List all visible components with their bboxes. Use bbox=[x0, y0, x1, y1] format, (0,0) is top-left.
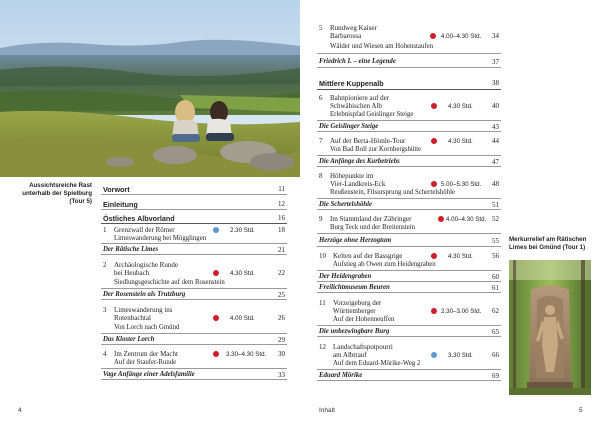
caption-line: Merkurrelief am Rätischen bbox=[509, 236, 587, 243]
tour-number: 9 bbox=[319, 215, 323, 223]
tour-title-line: Limeswanderung ins bbox=[114, 306, 173, 314]
tour-title-line: Vier-Landkreis-Eck bbox=[330, 180, 386, 188]
difficulty-dot-red bbox=[438, 216, 444, 222]
page-number: 69 bbox=[492, 372, 499, 380]
feature-label: Die unbezwingbare Burg bbox=[319, 328, 390, 335]
tour-entry-3[interactable] bbox=[101, 300, 287, 334]
caption-line: Aussichtsreiche Rast bbox=[29, 182, 92, 189]
tour-number: 8 bbox=[319, 172, 323, 180]
page-number: 12 bbox=[278, 200, 285, 208]
feature-entry[interactable] bbox=[317, 326, 501, 337]
feature-label: Die Schertelshöhle bbox=[319, 201, 373, 208]
tour-subtitle: Reußenstein, Filsursprung und Schertelshöhle bbox=[330, 189, 455, 196]
tour-entry-10[interactable] bbox=[317, 247, 501, 271]
tour-title-line: Rundweg Kaiser bbox=[330, 24, 377, 32]
page-number: 48 bbox=[492, 180, 499, 188]
tour-title: Grenzwall der Römer bbox=[114, 226, 175, 234]
tour-number: 12 bbox=[319, 343, 326, 351]
right-page-number: 5 bbox=[579, 407, 583, 414]
tour-title-line: Vorzeigeburg der bbox=[333, 299, 382, 307]
feature-label: Vage Anfänge einer Adelsfamilie bbox=[103, 371, 195, 378]
feature-entry[interactable] bbox=[317, 234, 501, 247]
tour-number: 6 bbox=[319, 94, 323, 102]
tour-title-line: Barbarossa bbox=[330, 32, 362, 40]
tour-subtitle: Von Lorch nach Gmünd bbox=[114, 324, 180, 331]
tour-subtitle: Siedlungsgeschichte auf dem Rosenstein bbox=[114, 279, 225, 286]
tour-subtitle: Limeswanderung bei Mögglingen bbox=[114, 235, 207, 242]
tour-title-line: Archäologische Runde bbox=[114, 261, 178, 269]
tour-duration: 4.30 Std. bbox=[448, 253, 473, 260]
feature-label: Der Rosenstein als Trutzburg bbox=[103, 291, 186, 298]
page-number: 26 bbox=[278, 314, 285, 322]
page-number: 55 bbox=[492, 237, 499, 245]
tour-title-line: Rotenbachtal bbox=[114, 314, 151, 322]
page-number: 62 bbox=[492, 307, 499, 315]
tour-title-line: Schwäbischen Alb bbox=[330, 102, 382, 110]
tour-duration: 4.00–4.30 Std. bbox=[441, 33, 482, 40]
feature-entry[interactable] bbox=[317, 370, 501, 381]
tour-number: 10 bbox=[319, 252, 326, 260]
difficulty-dot-red bbox=[431, 138, 437, 144]
relief-photo bbox=[509, 260, 591, 395]
toc-entry-label: Vorwort bbox=[103, 185, 130, 194]
feature-label: Die Anfänge des Kurbetriebs bbox=[319, 158, 400, 165]
page-number: 22 bbox=[278, 269, 285, 277]
landscape-photo bbox=[0, 0, 300, 177]
tour-title: Im Stammland der Zähringer bbox=[330, 215, 412, 223]
page-number: 43 bbox=[492, 123, 499, 131]
feature-entry[interactable] bbox=[317, 199, 501, 210]
feature-entry[interactable] bbox=[317, 271, 501, 282]
feature-entry[interactable] bbox=[101, 334, 287, 345]
page-number: 40 bbox=[492, 102, 499, 110]
tour-entry-7[interactable] bbox=[317, 132, 501, 156]
tour-title: Im Zentrum der Macht bbox=[114, 350, 178, 358]
tour-title-line: Landschaftspotpourri bbox=[333, 343, 393, 351]
tour-title-line: Bahnpioniere auf der bbox=[330, 94, 390, 102]
page-number: 16 bbox=[278, 214, 285, 222]
tour-duration: 4.30 Std. bbox=[230, 270, 255, 277]
page-number: 56 bbox=[492, 252, 499, 260]
feature-entry[interactable] bbox=[317, 56, 501, 68]
difficulty-dot-red bbox=[213, 270, 219, 276]
tour-entry-2[interactable] bbox=[101, 255, 287, 289]
left-photo-caption bbox=[14, 182, 92, 206]
tour-title-line: Württemberger bbox=[333, 307, 376, 315]
feature-label: Der Heidengraben bbox=[319, 273, 372, 280]
difficulty-dot-blue bbox=[213, 227, 219, 233]
tour-duration: 4.30 Std. bbox=[448, 138, 473, 145]
difficulty-dot-red bbox=[430, 33, 436, 39]
feature-entry[interactable] bbox=[101, 289, 287, 300]
difficulty-dot-red bbox=[431, 253, 437, 259]
caption-line: (Tour 5) bbox=[69, 198, 92, 205]
tour-subtitle: Auf dem Eduard-Mörike-Weg 2 bbox=[333, 360, 421, 367]
difficulty-dot-red bbox=[431, 308, 437, 314]
page-number: 51 bbox=[492, 201, 499, 209]
tour-number: 2 bbox=[103, 261, 107, 269]
feature-entry[interactable] bbox=[317, 282, 501, 293]
page-number: 34 bbox=[492, 32, 499, 40]
feature-label: Das Kloster Lorch bbox=[103, 336, 155, 343]
feature-label: Herzöge ohne Herzogtum bbox=[319, 237, 392, 244]
feature-label: Freilichtmuseum Beuren bbox=[319, 284, 390, 291]
feature-entry[interactable] bbox=[317, 156, 501, 167]
page-number: 11 bbox=[278, 185, 285, 193]
tour-number: 7 bbox=[319, 137, 323, 145]
tour-title-line: Höhepunkte im bbox=[330, 172, 374, 180]
tour-number: 5 bbox=[319, 24, 323, 32]
tour-number: 4 bbox=[103, 350, 107, 358]
page-number: 44 bbox=[492, 137, 499, 145]
tour-entry-4[interactable] bbox=[101, 345, 287, 369]
caption-line: unterhalb der Spielburg bbox=[22, 190, 92, 197]
page-number: 65 bbox=[492, 328, 499, 336]
tour-entry-9[interactable] bbox=[317, 210, 501, 234]
left-page-number: 4 bbox=[18, 407, 22, 414]
feature-label: Eduard Mörike bbox=[319, 372, 363, 379]
page-number: 29 bbox=[278, 336, 285, 344]
toc-entry-vorwort[interactable] bbox=[101, 182, 287, 195]
tour-duration: 4.30 Std. bbox=[448, 103, 473, 110]
tour-duration: 2.30 Std. bbox=[230, 227, 255, 234]
page-number: 33 bbox=[278, 371, 285, 379]
running-head: Inhalt bbox=[319, 407, 335, 414]
page-number: 21 bbox=[278, 246, 285, 254]
tour-duration: 4.00 Std. bbox=[230, 315, 255, 322]
tour-subtitle: Von Bad Boll zur Kornbergshütte bbox=[330, 146, 422, 153]
tour-number: 3 bbox=[103, 306, 107, 314]
tour-entry-11[interactable] bbox=[317, 293, 501, 326]
toc-section-oestliches-albvorland[interactable] bbox=[101, 210, 287, 224]
tour-entry-6[interactable] bbox=[317, 90, 501, 121]
toc-entry-label: Einleitung bbox=[103, 200, 138, 209]
difficulty-dot-red bbox=[213, 315, 219, 321]
tour-duration: 3.30 Std. bbox=[448, 352, 473, 359]
toc-left-column bbox=[101, 182, 287, 380]
difficulty-dot-blue bbox=[431, 352, 437, 358]
feature-entry[interactable] bbox=[101, 369, 287, 380]
section-heading: Östliches Albvorland bbox=[103, 214, 175, 223]
tour-title-line: am Albtrauf bbox=[333, 351, 367, 359]
page-number: 52 bbox=[492, 215, 499, 223]
toc-entry-einleitung[interactable] bbox=[101, 195, 287, 210]
tour-subtitle: Auf der Staufer-Runde bbox=[114, 359, 177, 366]
right-photo-caption bbox=[509, 236, 595, 252]
toc-section-mittlere-kuppenalb[interactable] bbox=[317, 68, 501, 90]
tour-subtitle: Burg Teck und der Breitenstein bbox=[330, 224, 415, 231]
tour-duration: 5.00–5.30 Std. bbox=[441, 181, 482, 188]
tour-number: 1 bbox=[103, 226, 107, 234]
difficulty-dot-red bbox=[431, 181, 437, 187]
tour-entry-12[interactable] bbox=[317, 337, 501, 370]
caption-line: Limes bei Gmünd (Tour 1) bbox=[509, 244, 586, 251]
feature-label: Der Rätische Limes bbox=[103, 246, 159, 253]
page-number: 25 bbox=[278, 291, 285, 299]
feature-label: Die Geislinger Steige bbox=[319, 123, 379, 130]
page-number: 61 bbox=[492, 284, 499, 292]
page-number: 47 bbox=[492, 158, 499, 166]
tour-entry-5[interactable] bbox=[317, 22, 501, 56]
page-number: 30 bbox=[278, 350, 285, 358]
difficulty-dot-red bbox=[431, 103, 437, 109]
tour-duration: 4.00–4.30 Std. bbox=[446, 216, 487, 223]
tour-title: Auf der Berta-Hömle-Tour bbox=[330, 137, 406, 145]
toc-right-column bbox=[317, 22, 501, 381]
page-number: 18 bbox=[278, 226, 285, 234]
tour-entry-8[interactable] bbox=[317, 167, 501, 199]
tour-subtitle: Erlebnispfad Geislinger Steige bbox=[330, 111, 414, 118]
page-number: 60 bbox=[492, 273, 499, 281]
difficulty-dot-red bbox=[213, 351, 219, 357]
tour-duration: 2.30–3.00 Std. bbox=[441, 308, 482, 315]
tour-number: 11 bbox=[319, 299, 326, 307]
page-number: 38 bbox=[492, 79, 499, 87]
feature-entry[interactable] bbox=[317, 121, 501, 132]
feature-entry[interactable] bbox=[101, 244, 287, 255]
tour-subtitle: Auf der Hohenneuffen bbox=[333, 316, 395, 323]
tour-duration: 3.30–4.30 Std. bbox=[226, 351, 267, 358]
section-heading: Mittlere Kuppenalb bbox=[319, 79, 384, 88]
page-number: 66 bbox=[492, 351, 499, 359]
tour-title-line: bei Heubach bbox=[114, 269, 150, 277]
page-number: 37 bbox=[492, 58, 499, 66]
tour-subtitle: Aufstieg ab Owen zum Heidengraben bbox=[333, 261, 436, 268]
tour-title: Kelten auf der Bassgrige bbox=[333, 252, 403, 260]
feature-label: Friedrich I. – eine Legende bbox=[319, 58, 396, 65]
tour-subtitle: Wälder und Wiesen am Hohenstaufen bbox=[330, 43, 434, 50]
divider bbox=[317, 53, 501, 54]
tour-entry-1[interactable] bbox=[101, 224, 287, 244]
